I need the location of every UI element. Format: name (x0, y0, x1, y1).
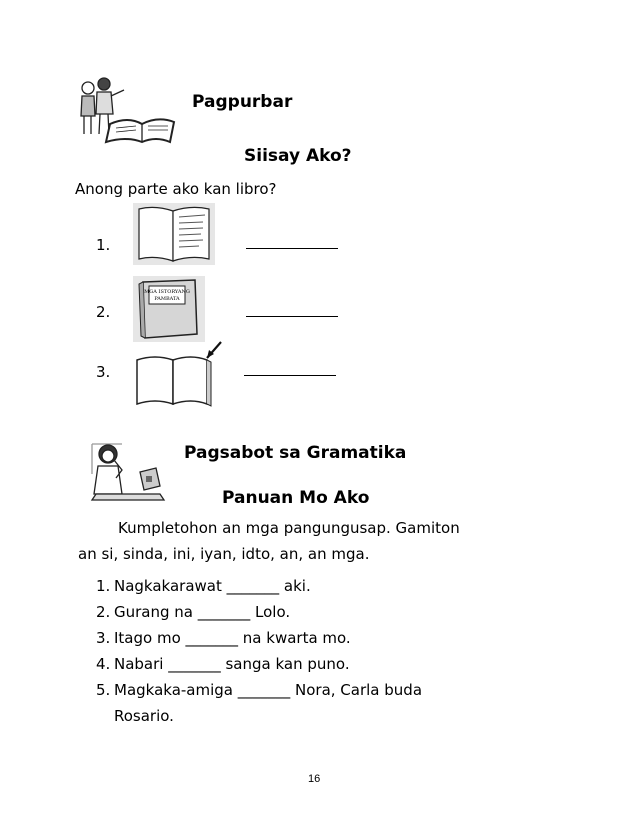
list-item-number: 4. (96, 655, 111, 673)
answer-blank (244, 375, 336, 376)
list-item-text: Magkaka-amiga _______ Nora, Carla buda (114, 681, 423, 699)
page-number: 16 (308, 773, 321, 785)
list-item (96, 577, 311, 595)
thinking-girl-illustration (88, 438, 168, 502)
list-item-text: Itago mo _______ na kwarta mo. (114, 629, 351, 647)
question-text: Anong parte ako kan libro? (75, 180, 277, 198)
instruction-text: Kumpletohon an mga pangungusap. Gamiton (118, 519, 460, 537)
list-item-text: Rosario. (114, 707, 174, 725)
section-subtitle: Panuan Mo Ako (222, 488, 370, 508)
list-item-text: Nabari _______ sanga kan puno. (114, 655, 350, 673)
list-item (96, 681, 422, 699)
cover-text-line: PAMBATA (154, 296, 180, 302)
list-item (96, 707, 174, 725)
list-item-number: 2. (96, 603, 111, 621)
instruction-text: an si, sinda, ini, iyan, idto, an, an mga. (78, 545, 370, 563)
list-item (96, 655, 350, 673)
list-item-text: Nagkakarawat _______ aki. (114, 577, 311, 595)
list-item-number: 1. (96, 577, 111, 595)
answer-blank (246, 316, 338, 317)
cover-text-line: MGA ISTORYANG (144, 289, 190, 295)
book-title-page-icon (133, 203, 215, 265)
answer-blank (246, 248, 338, 249)
section-subtitle: Siisay Ako? (244, 146, 352, 166)
list-item (96, 629, 351, 647)
item-number: 2. (96, 303, 111, 321)
item-number: 1. (96, 236, 111, 254)
item-number: 3. (96, 363, 111, 381)
list-item-number: 5. (96, 681, 111, 699)
book-spine-icon (133, 340, 225, 408)
book-cover-icon (133, 276, 205, 342)
list-item-text: Gurang na _______ Lolo. (114, 603, 291, 621)
section-title: Pagpurbar (192, 92, 293, 112)
list-item (96, 603, 290, 621)
children-reading-illustration (74, 76, 178, 146)
list-item-number: 3. (96, 629, 111, 647)
section-title: Pagsabot sa Gramatika (184, 443, 407, 463)
